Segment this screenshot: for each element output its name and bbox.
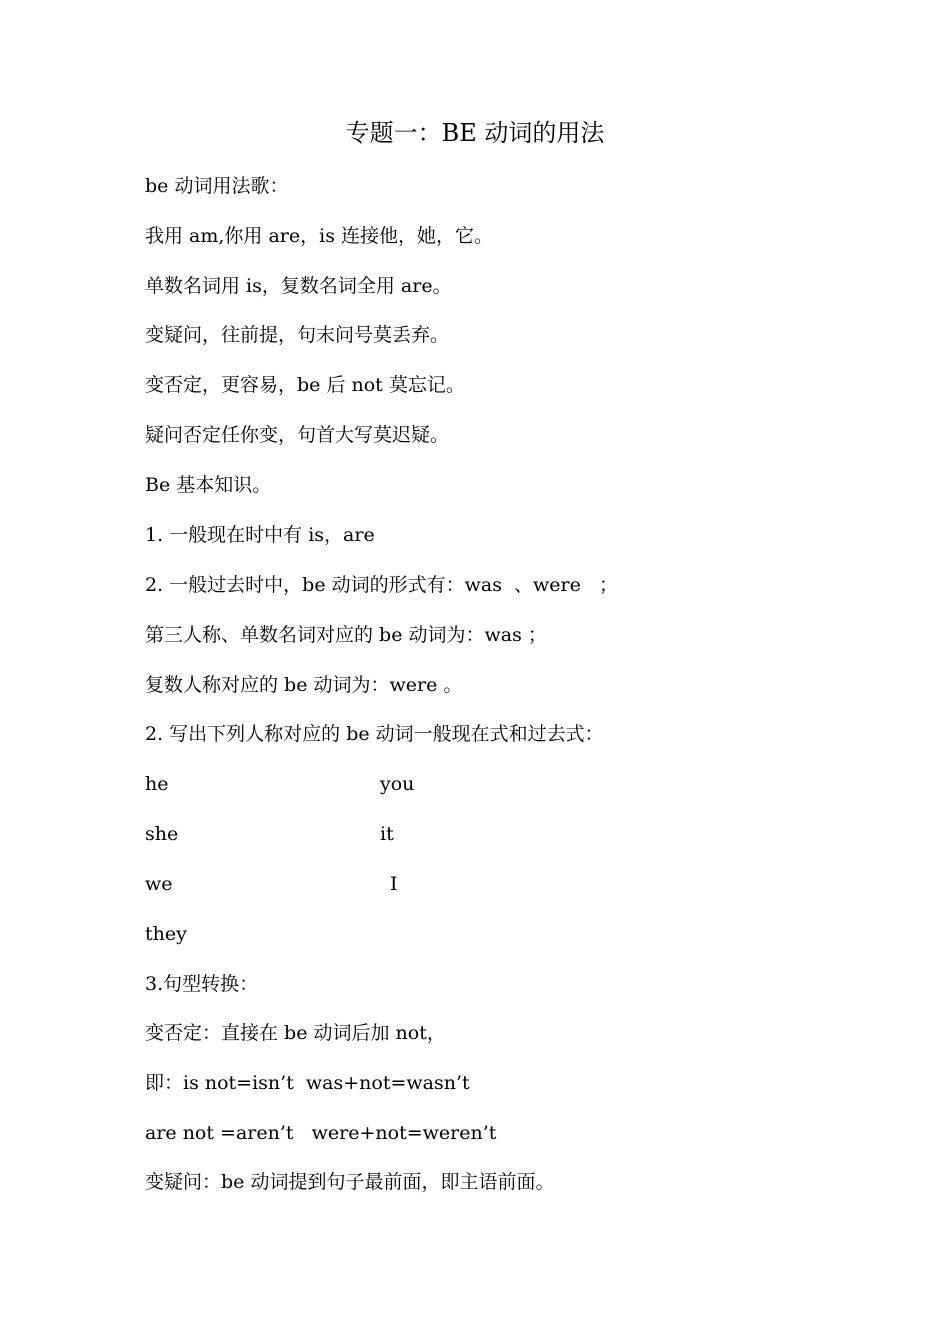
text-line: 变否定，更容易，be 后 not 莫忘记。	[145, 374, 465, 396]
pronoun-left: she	[145, 823, 179, 845]
text-line: Be 基本知识。	[145, 474, 272, 496]
text-line: 1. 一般现在时中有 is，are	[145, 524, 375, 546]
pronoun-left: we	[145, 873, 173, 895]
pronoun-left: he	[145, 773, 169, 795]
text-line: 3.句型转换：	[145, 973, 259, 995]
text-line: 2. 写出下列人称对应的 be 动词一般现在式和过去式：	[145, 723, 604, 745]
text-line: 变否定：直接在 be 动词后加 not，	[145, 1022, 446, 1044]
pronoun-right: it	[380, 823, 394, 845]
text-line: 我用 am,你用 are，is 连接他，她，它。	[145, 225, 493, 247]
pronoun-right: I	[390, 873, 398, 895]
text-line: 疑问否定任你变，句首大写莫迟疑。	[145, 424, 450, 446]
text-line: 2. 一般过去时中，be 动词的形式有：was 、were ；	[145, 574, 618, 596]
text-line: 即：is not=isn’t was+not=wasn’t	[145, 1072, 470, 1094]
pronoun-right: you	[380, 773, 415, 795]
text-line: 第三人称、单数名词对应的 be 动词为：was ；	[145, 624, 547, 646]
page-title: 专题一：BE 动词的用法	[345, 119, 605, 147]
text-line: be 动词用法歌：	[145, 175, 289, 197]
text-line: 复数人称对应的 be 动词为：were 。	[145, 674, 463, 696]
pronoun-left: they	[145, 923, 187, 945]
text-line: 变疑问：be 动词提到句子最前面，即主语前面。	[145, 1171, 555, 1193]
text-line: are not =aren’t were+not=weren’t	[145, 1122, 497, 1144]
text-line: 变疑问，往前提，句末问号莫丢弃。	[145, 324, 450, 346]
text-line: 单数名词用 is，复数名词全用 are。	[145, 275, 452, 297]
